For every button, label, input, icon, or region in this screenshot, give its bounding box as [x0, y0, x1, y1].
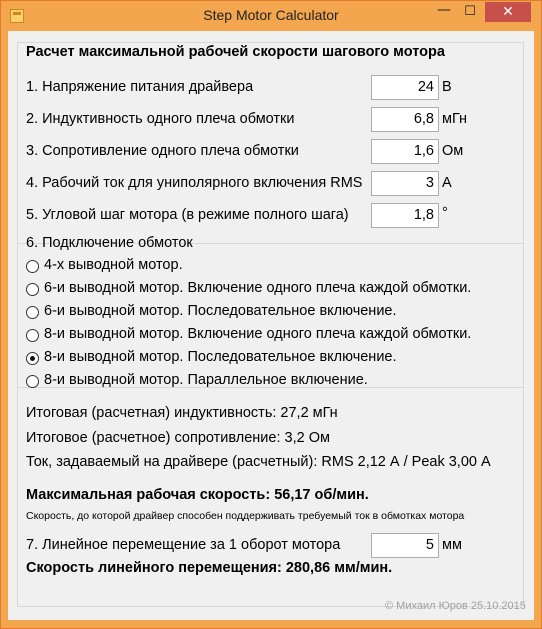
radio-4-wire-label[interactable]: 4-х выводной мотор. [44, 257, 183, 273]
radio-4-wire[interactable] [26, 260, 39, 273]
wiring-label: 6. Подключение обмоток [26, 235, 193, 251]
minimize-button[interactable]: — [437, 2, 451, 18]
radio-8-wire-series[interactable] [26, 352, 39, 365]
current-input[interactable]: 3 [371, 171, 439, 196]
title-bar[interactable] [1, 1, 541, 31]
panel-header: Расчет максимальной рабочей скорости шагового мотора [26, 44, 445, 60]
window-title: Step Motor Calculator [203, 7, 339, 23]
inductance-label: 2. Индуктивность одного плеча обмотки [26, 111, 295, 127]
result-max-speed: Максимальная рабочая скорость: 56,17 об/мин. [26, 487, 369, 503]
supply-voltage-input[interactable]: 24 [371, 75, 439, 100]
step-angle-input[interactable]: 1,8 [371, 203, 439, 228]
radio-8-wire-parallel[interactable] [26, 375, 39, 388]
result-current: Ток, задаваемый на драйвере (расчетный): RMS 2,12 А / Peak 3,00 А [26, 454, 491, 470]
radio-6-wire-half-label[interactable]: 6-и выводной мотор. Включение одного плеча каждой обмотки. [44, 280, 472, 296]
step-angle-label: 5. Угловой шаг мотора (в режиме полного шага) [26, 207, 349, 223]
current-unit: А [442, 175, 452, 191]
resistance-label: 3. Сопротивление одного плеча обмотки [26, 143, 299, 159]
radio-6-wire-series[interactable] [26, 306, 39, 319]
linear-travel-input[interactable]: 5 [371, 533, 439, 558]
supply-voltage-label: 1. Напряжение питания драйвера [26, 79, 254, 95]
linear-travel-label: 7. Линейное перемещение за 1 оборот мотора [26, 537, 341, 553]
client-area [8, 31, 534, 620]
radio-8-wire-half-label[interactable]: 8-и выводной мотор. Включение одного плеча каждой обмотки. [44, 326, 472, 342]
result-note: Скорость, до которой драйвер способен поддерживать требуемый ток в обмотках мотора [26, 510, 465, 522]
resistance-input[interactable]: 1,6 [371, 139, 439, 164]
step-angle-unit: ° [442, 205, 448, 221]
radio-8-wire-series-label[interactable]: 8-и выводной мотор. Последовательное включение. [44, 349, 397, 365]
radio-6-wire-half[interactable] [26, 283, 39, 296]
radio-6-wire-series-label[interactable]: 6-и выводной мотор. Последовательное включение. [44, 303, 397, 319]
close-button[interactable]: ✕ [485, 2, 531, 22]
linear-travel-unit: мм [442, 537, 462, 553]
linear-speed-result: Скорость линейного перемещения: 280,86 мм/мин. [26, 560, 393, 576]
result-resistance: Итоговое (расчетное) сопротивление: 3,2 Ом [26, 430, 330, 446]
inductance-input[interactable]: 6,8 [371, 107, 439, 132]
maximize-button[interactable]: ☐ [464, 4, 476, 19]
radio-8-wire-half[interactable] [26, 329, 39, 342]
supply-voltage-unit: В [442, 79, 452, 95]
result-inductance: Итоговая (расчетная) индуктивность: 27,2 мГн [26, 405, 338, 421]
resistance-unit: Ом [442, 143, 464, 159]
inductance-unit: мГн [442, 111, 468, 127]
copyright: © Михаил Юров 25.10.2015 [385, 600, 526, 612]
radio-8-wire-parallel-label[interactable]: 8-и выводной мотор. Параллельное включение. [44, 372, 368, 388]
current-label: 4. Рабочий ток для униполярного включения RMS [26, 175, 363, 191]
